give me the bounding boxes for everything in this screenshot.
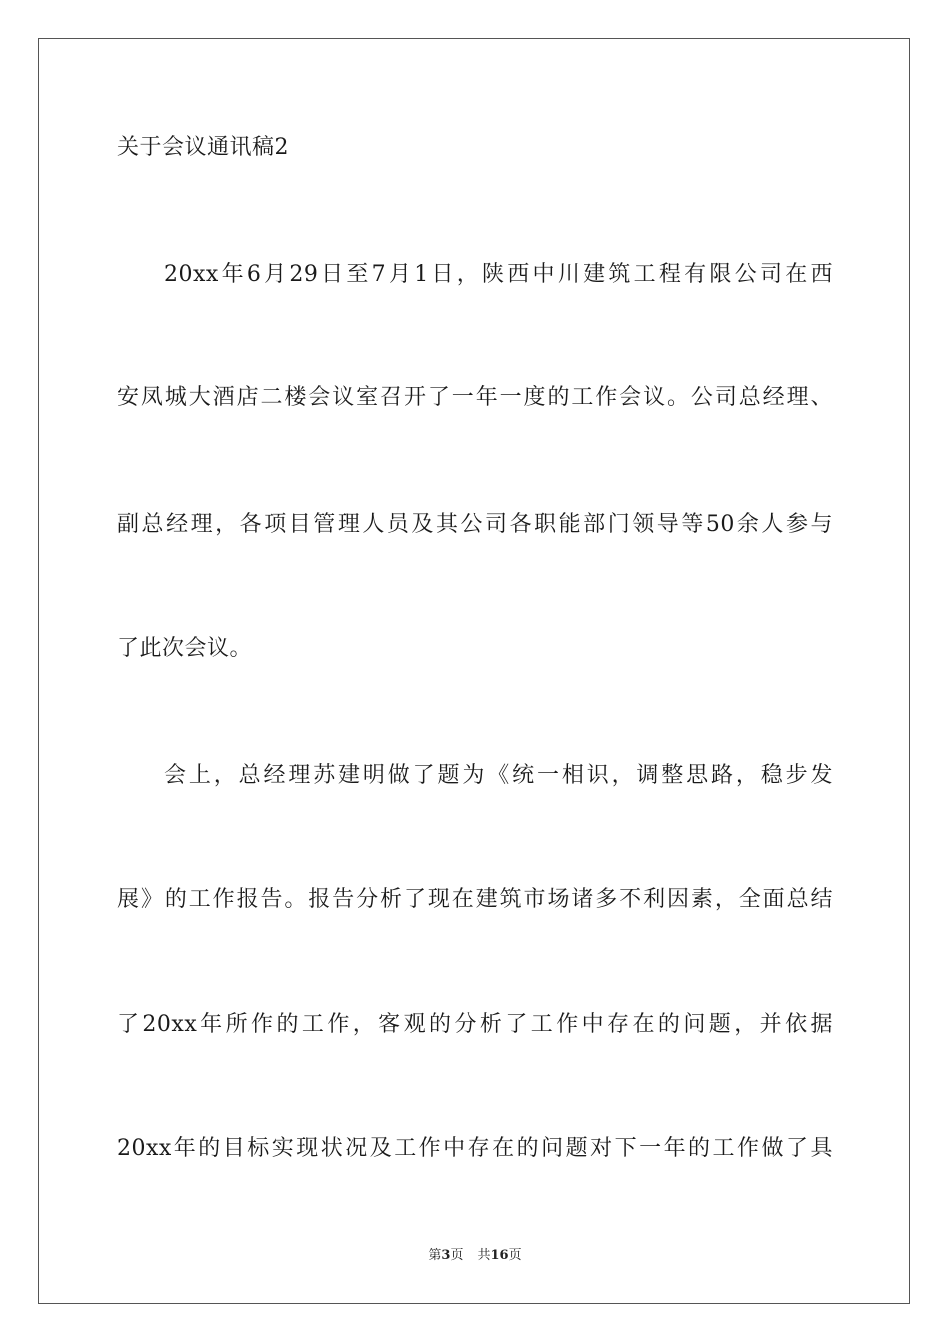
total-prefix: 共 [477, 1248, 491, 1263]
paragraph-line: 20xx年6月29日至7月1日，陕西中川建筑工程有限公司在西 [164, 262, 833, 287]
paragraph-line: 20xx年的目标实现状况及工作中存在的问题对下一年的工作做了具 [117, 1136, 833, 1161]
paragraph-line: 展》的工作报告。报告分析了现在建筑市场诸多不利因素，全面总结 [117, 887, 833, 912]
paragraph-line: 副总经理，各项目管理人员及其公司各职能部门领导等50余人参与 [117, 512, 833, 537]
total-suffix: 页 [508, 1248, 522, 1263]
total-pages: 16 [490, 1248, 509, 1263]
page-footer [0, 1247, 950, 1265]
paragraph-line: 了此次会议。 [117, 636, 253, 661]
page-suffix: 页 [450, 1248, 464, 1263]
page-number: 3 [441, 1248, 451, 1263]
paragraph-line: 会上，总经理苏建明做了题为《统一相识，调整思路，稳步发 [164, 763, 833, 788]
paragraph-line: 安凤城大酒店二楼会议室召开了一年一度的工作会议。公司总经理、 [117, 385, 833, 410]
paragraph-line: 了20xx年所作的工作，客观的分析了工作中存在的问题，并依据 [117, 1012, 833, 1037]
page-prefix: 第 [428, 1248, 442, 1263]
page-border [38, 38, 910, 1304]
document-title: 关于会议通讯稿2 [117, 135, 289, 160]
